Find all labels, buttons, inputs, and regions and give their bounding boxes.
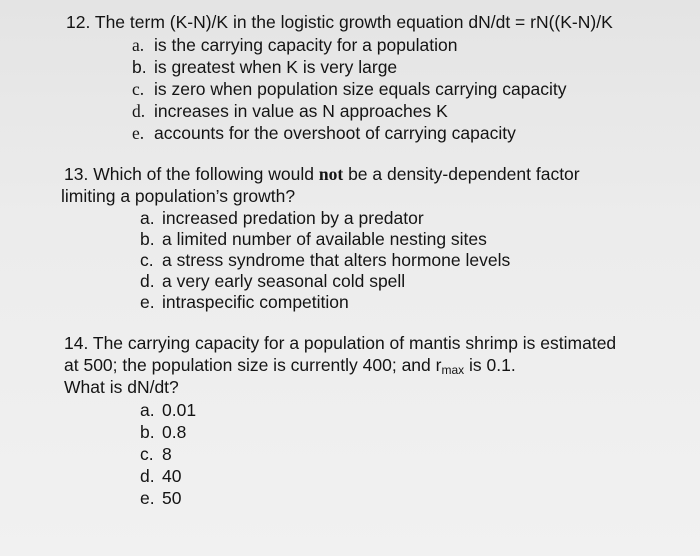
q14-stem-line2 bbox=[64, 355, 516, 377]
q12-option-c-text: is zero when population size equals carrying capacity bbox=[154, 79, 567, 99]
q14-option-d-text: 40 bbox=[162, 466, 182, 486]
q13-option-e bbox=[140, 292, 349, 312]
q14-option-b-letter: b. bbox=[140, 422, 155, 442]
q12-option-a-letter: a. bbox=[132, 35, 145, 55]
q13-stem bbox=[64, 164, 580, 184]
q12-option-a bbox=[132, 35, 458, 55]
q13-option-d bbox=[140, 271, 405, 291]
q14-rmax-subscript: max bbox=[441, 363, 465, 377]
q13-option-b-letter: b. bbox=[140, 229, 155, 249]
q13-option-d-letter: d. bbox=[140, 271, 155, 291]
q12-option-a-text: is the carrying capacity for a population bbox=[154, 35, 458, 55]
q14-option-e bbox=[140, 488, 181, 508]
q14-option-d bbox=[140, 466, 181, 486]
q12-option-c-letter: c. bbox=[132, 79, 145, 99]
q14-stem-line2-pre: at 500; the population size is currently 400; and r bbox=[64, 355, 442, 375]
q14-option-d-letter: d. bbox=[140, 466, 155, 486]
q14-option-a-letter: a. bbox=[140, 400, 155, 420]
q13-option-b-text: a limited number of available nesting sites bbox=[162, 229, 487, 249]
q12-option-e-text: accounts for the overshoot of carrying capacity bbox=[154, 123, 516, 143]
q14-option-e-letter: e. bbox=[140, 488, 155, 508]
q12-option-d bbox=[132, 101, 448, 121]
q13-stem-post: be a density-dependent factor bbox=[348, 164, 580, 184]
q14-option-b-text: 0.8 bbox=[162, 422, 187, 442]
q13-stem-line2: limiting a population’s growth? bbox=[61, 186, 296, 206]
q13-option-c bbox=[140, 250, 510, 270]
q13-option-c-letter: c. bbox=[140, 250, 154, 270]
q13-option-e-letter: e. bbox=[140, 292, 155, 312]
q12-option-d-letter: d. bbox=[132, 101, 146, 121]
q14-option-a-text: 0.01 bbox=[162, 400, 197, 420]
q13-option-d-text: a very early seasonal cold spell bbox=[162, 271, 406, 291]
q12-option-b-text: is greatest when K is very large bbox=[154, 57, 398, 77]
q14-stem-line1: 14. The carrying capacity for a population of mantis shrimp is estimated bbox=[64, 333, 617, 353]
q12-option-d-text: increases in value as N approaches K bbox=[154, 101, 448, 121]
q12-option-b-letter: b. bbox=[132, 57, 147, 77]
q13-stem-emphasis: not bbox=[318, 164, 344, 184]
q14-option-c-text: 8 bbox=[162, 444, 172, 464]
q14-option-c bbox=[140, 444, 172, 464]
q12-option-e-letter: e. bbox=[132, 123, 145, 143]
q14-option-b bbox=[140, 422, 186, 442]
q14-option-c-letter: c. bbox=[140, 444, 154, 464]
q13-option-a bbox=[140, 208, 424, 228]
q12-stem: 12. The term (K-N)/K in the logistic growth equation dN/dt = rN((K-N)/K bbox=[66, 12, 613, 32]
q13-option-a-text: increased predation by a predator bbox=[162, 208, 424, 228]
q13-stem-pre: 13. Which of the following would bbox=[64, 164, 314, 184]
q13-option-c-text: a stress syndrome that alters hormone levels bbox=[162, 250, 511, 270]
q13-option-e-text: intraspecific competition bbox=[162, 292, 349, 312]
q12-option-e bbox=[132, 123, 516, 143]
q14-option-e-text: 50 bbox=[162, 488, 182, 508]
q14-option-a bbox=[140, 400, 196, 420]
q13-option-b bbox=[140, 229, 487, 249]
q12-option-b bbox=[132, 57, 397, 77]
q13-option-a-letter: a. bbox=[140, 208, 155, 228]
q12-option-c bbox=[132, 79, 566, 99]
q14-stem-line3: What is dN/dt? bbox=[64, 377, 179, 397]
q14-stem-line2-post: is 0.1. bbox=[464, 355, 516, 375]
